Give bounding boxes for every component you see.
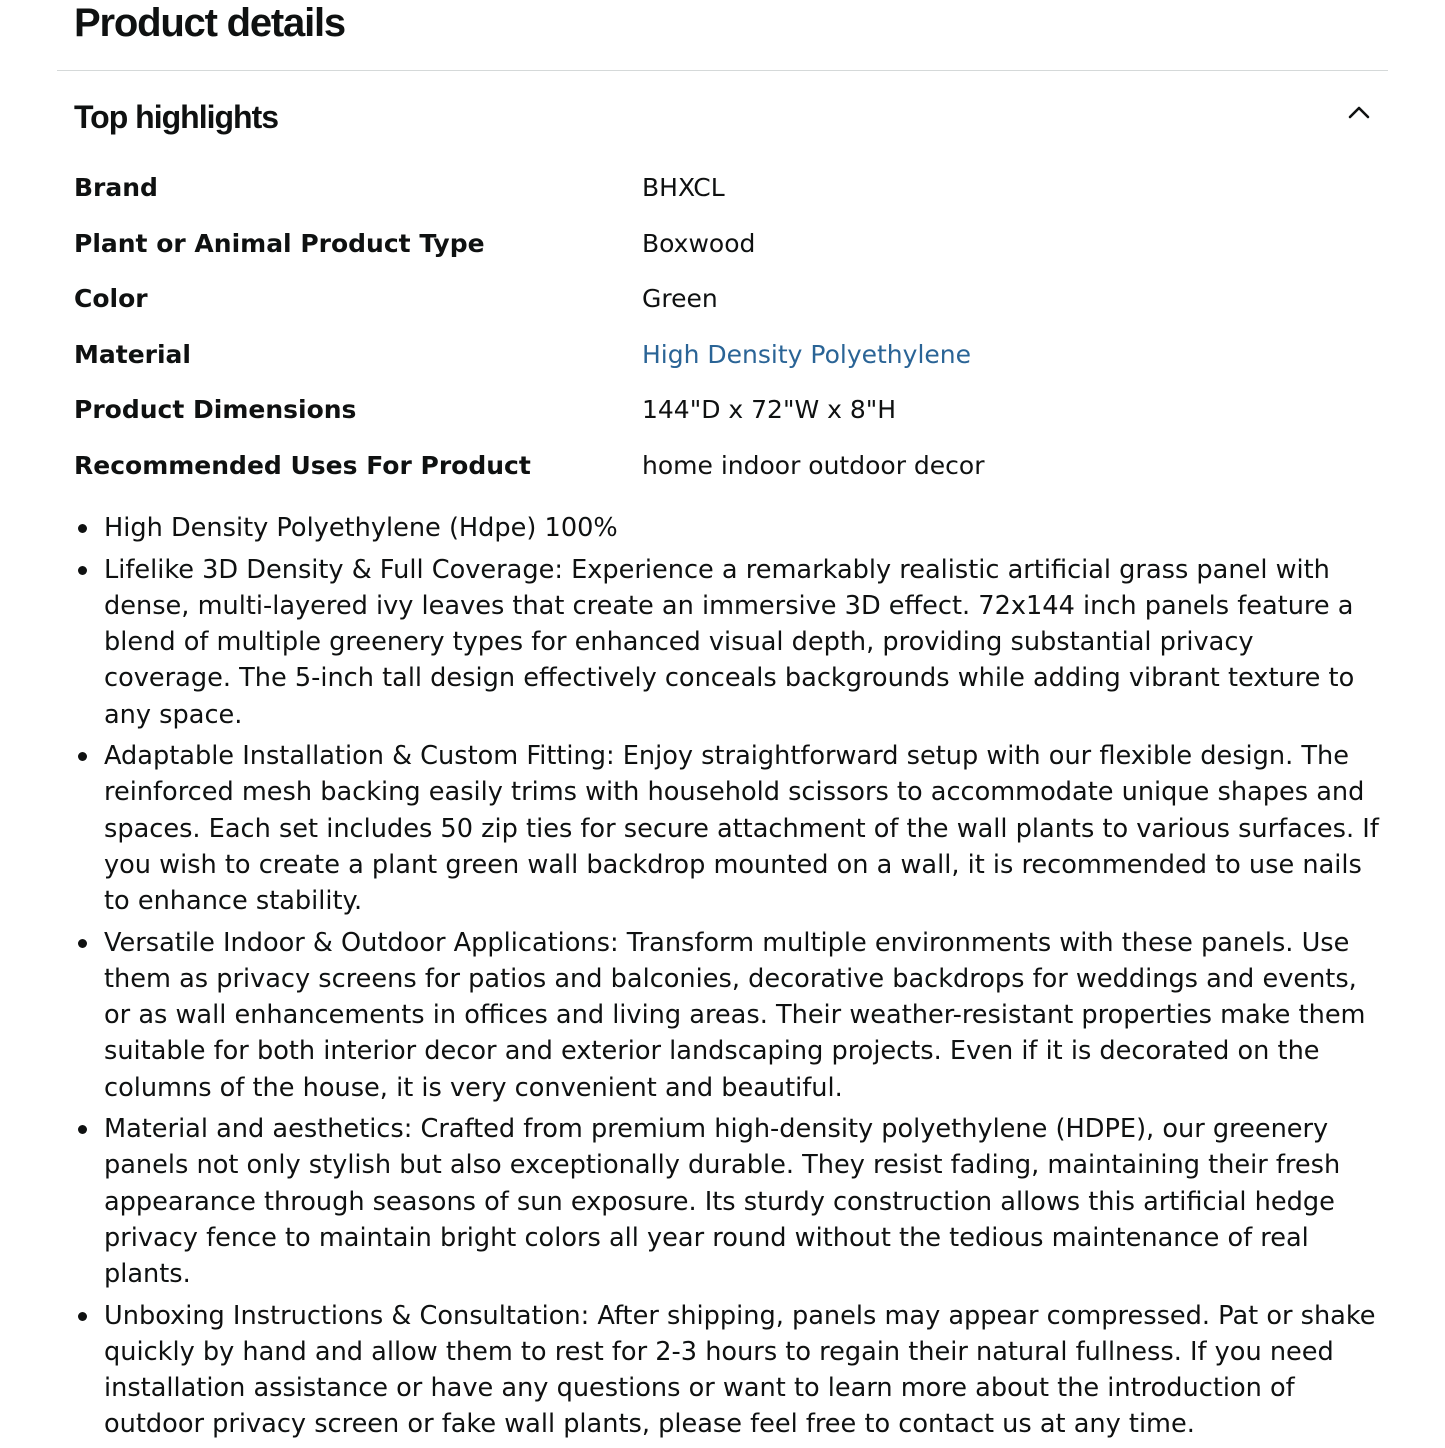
- section-title: Top highlights: [74, 99, 279, 135]
- spec-value: Green: [642, 284, 718, 314]
- list-item: [74, 925, 1384, 1106]
- bullet-dot-icon: [78, 524, 87, 533]
- spec-value: home indoor outdoor decor: [642, 450, 985, 480]
- bullet-dot-icon: [78, 752, 87, 761]
- bullet-dot-icon: [78, 1125, 87, 1134]
- bullet-text: Adaptable Installation & Custom Fitting: Enjoy straightforward setup with our flexible design. The reinforced mesh backing easily trims with household scissors to accommodate unique shapes and spaces. Each set includes 50 zip ties for secure attachment of the wall plants to various surfaces. If you wish to create a plant green wall backdrop mounted on a wall, it is recommended to use nails to enhance stability.: [104, 741, 1379, 917]
- spec-row-material: [74, 327, 1374, 383]
- bullet-text: Lifelike 3D Density & Full Coverage: Experience a remarkably realistic artificial grass panel with dense, multi-layered ivy leaves that create an immersive 3D effect. 72x144 inch panels feature a blend of multiple greenery types for enhanced visual depth, providing substantial privacy coverage. The 5-inch tall design effectively conceals backgrounds while adding vibrant texture to any space.: [104, 554, 1355, 730]
- spec-label: Brand: [74, 173, 158, 202]
- bullet-text: Versatile Indoor & Outdoor Applications: Transform multiple environments with these panels. Use them as privacy screens for patios and balconies, decorative backdrops for weddings and events, or as wall enhancements in offices and living areas. Their weather-resistant properties make them suitable for both interior decor and exterior landscaping projects. Even if it is decorated on the columns of the house, it is very convenient and beautiful.: [104, 927, 1366, 1103]
- spec-value: Boxwood: [642, 228, 756, 258]
- spec-label: Material: [74, 339, 191, 369]
- bullet-dot-icon: [78, 566, 87, 575]
- bullet-dot-icon: [78, 939, 87, 948]
- spec-label: Plant or Animal Product Type: [74, 228, 485, 258]
- bullet-text: Unboxing Instructions & Consultation: After shipping, panels may appear compressed. Pat or shake quickly by hand and allow them to rest for 2-3 hours to regain their natural fullness. If you need installation assistance or have any questions or want to learn more about the introduction of outdoor privacy screen or fake wall plants, please feel free to contact us at any time.: [104, 1300, 1376, 1440]
- list-item: [74, 1298, 1384, 1443]
- spec-label: Recommended Uses For Product: [74, 450, 531, 480]
- list-item: [74, 510, 1384, 546]
- section-divider: [57, 70, 1388, 71]
- spec-value: BHXCL: [642, 173, 725, 202]
- spec-row-product-type: [74, 216, 1374, 272]
- bullet-text: Material and aesthetics: Crafted from premium high-density polyethylene (HDPE), our greenery panels not only stylish but also exceptionally durable. They resist fading, maintaining their fresh appearance through seasons of sun exposure. Its sturdy construction allows this artificial hedge privacy fence to maintain bright colors all year round without the tedious maintenance of real plants.: [104, 1114, 1341, 1290]
- spec-row-dimensions: [74, 382, 1374, 438]
- spec-row-recommended-uses: [74, 438, 1374, 494]
- list-item: [74, 738, 1384, 919]
- chevron-up-icon[interactable]: [1344, 97, 1374, 127]
- highlights-bullet-list: [74, 510, 1384, 1448]
- spec-value: 144"D x 72"W x 8"H: [642, 395, 897, 425]
- bullet-dot-icon: [78, 1312, 87, 1321]
- spec-row-brand: [74, 160, 1374, 216]
- top-highlights-header[interactable]: [74, 95, 1374, 141]
- bullet-text: High Density Polyethylene (Hdpe) 100%: [104, 513, 618, 543]
- page-title: Product details: [74, 1, 345, 45]
- spec-table: [74, 160, 1374, 494]
- spec-label: Product Dimensions: [74, 395, 357, 425]
- spec-row-color: [74, 271, 1374, 327]
- list-item: [74, 1111, 1384, 1292]
- material-link[interactable]: High Density Polyethylene: [642, 339, 971, 369]
- list-item: [74, 552, 1384, 733]
- spec-label: Color: [74, 284, 148, 314]
